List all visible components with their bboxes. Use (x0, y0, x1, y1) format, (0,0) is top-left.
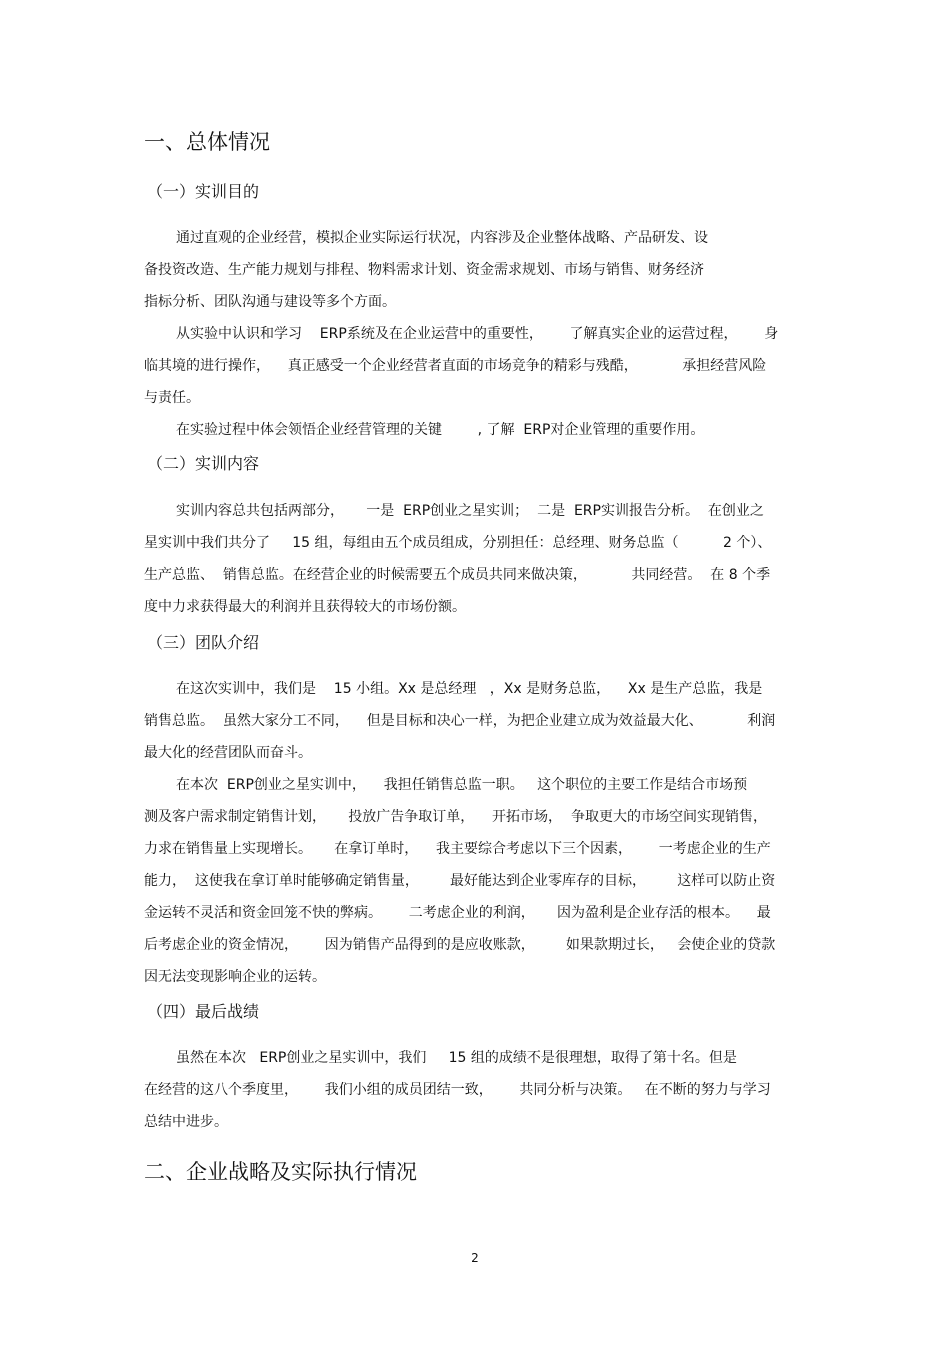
paragraph-line: 后考虑企业的资金情况， 因为销售产品得到的是应收账款， 如果款期过长， 会使企业的贷款 (144, 937, 776, 953)
paragraph-line: 在这次实训中，我们是 15 小组。Xx 是总经理 ，Xx 是财务总监， Xx 是生产总监，我是 (176, 681, 763, 697)
section-2-heading: 二、企业战略及实际执行情况 (144, 1160, 417, 1184)
paragraph-line: 金运转不灵活和资金回笼不快的弊病。 二考虑企业的利润， 因为盈利是企业存活的根本。 最 (144, 905, 771, 921)
paragraph-line: 指标分析、团队沟通与建设等多个方面。 (144, 294, 396, 310)
paragraph-line: 生产总监、 销售总监。在经营企业的时候需要五个成员共同来做决策， 共同经营。 在 8 个季 (144, 567, 771, 583)
paragraph-line: 能力， 这使我在拿订单时能够确定销售量， 最好能达到企业零库存的目标， 这样可以防止资 (144, 873, 776, 889)
paragraph-line: 测及客户需求制定销售计划， 投放广告争取订单， 开拓市场， 争取更大的市场空间实现销售， (144, 809, 767, 825)
subsection-2-heading: （二）实训内容 (147, 454, 260, 473)
paragraph-line: 虽然在本次 ERP创业之星实训中，我们 15 组的成绩不是很理想，取得了第十名。但是 (176, 1050, 737, 1066)
paragraph-line: 星实训中我们共分了 15 组，每组由五个成员组成，分别担任：总经理、财务总监（ 2 个）、 (144, 535, 772, 551)
subsection-3-heading: （三）团队介绍 (147, 633, 260, 652)
paragraph-line: 从实验中认识和学习 ERP系统及在企业运营中的重要性， 了解真实企业的运营过程， 身 (176, 326, 779, 342)
paragraph-line: 实训内容总共包括两部分， 一是 ERP创业之星实训； 二是 ERP实训报告分析。 在创业之 (176, 503, 764, 519)
paragraph-line: 与责任。 (144, 390, 200, 406)
paragraph-line: 临其境的进行操作， 真正感受一个企业经营者直面的市场竞争的精彩与残酷， 承担经营风险 (144, 358, 767, 374)
paragraph-line: 力求在销售量上实现增长。 在拿订单时， 我主要综合考虑以下三个因素， 一考虑企业的生产 (144, 841, 771, 857)
paragraph-line: 总结中进步。 (144, 1114, 228, 1130)
paragraph-line: 销售总监。 虽然大家分工不同， 但是目标和决心一样，为把企业建立成为效益最大化、 利润 (144, 713, 776, 729)
subsection-1-heading: （一）实训目的 (147, 182, 260, 201)
paragraph-line: 最大化的经营团队而奋斗。 (144, 745, 312, 761)
paragraph-line: 度中力求获得最大的利润并且获得较大的市场份额。 (144, 599, 466, 615)
paragraph-line: 在经营的这八个季度里， 我们小组的成员团结一致， 共同分析与决策。 在不断的努力与学习 (144, 1082, 771, 1098)
paragraph-line: 因无法变现影响企业的运转。 (144, 969, 326, 985)
paragraph-line: 在本次 ERP创业之星实训中， 我担任销售总监一职。 这个职位的主要工作是结合市场预 (176, 777, 748, 793)
subsection-4-heading: （四）最后战绩 (147, 1002, 260, 1021)
paragraph-line: 通过直观的企业经营，模拟企业实际运行状况，内容涉及企业整体战略、产品研发、设 (176, 230, 708, 246)
paragraph-line: 在实验过程中体会领悟企业经营管理的关键 , 了解 ERP对企业管理的重要作用。 (176, 422, 705, 438)
section-1-heading: 一、总体情况 (144, 130, 270, 154)
page-number: 2 (471, 1251, 479, 1265)
paragraph-line: 备投资改造、生产能力规划与排程、物料需求计划、资金需求规划、市场与销售、财务经济 (144, 262, 704, 278)
